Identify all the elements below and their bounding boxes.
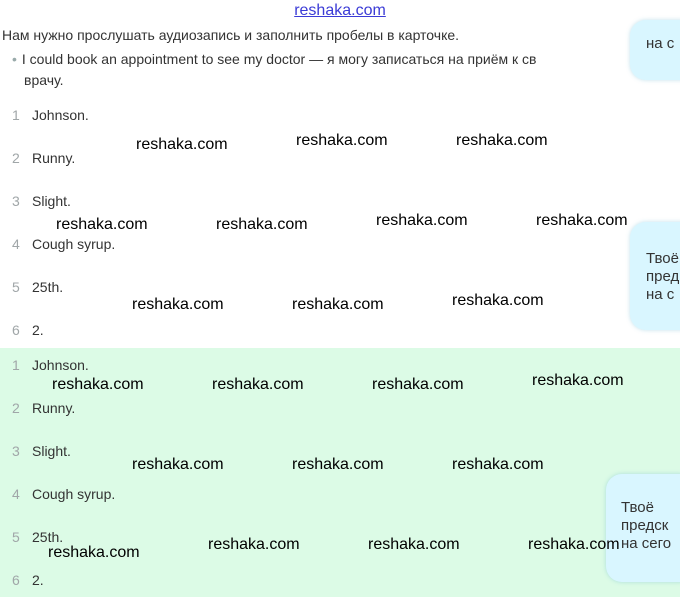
- watermark: reshaka.com: [292, 456, 384, 473]
- watermark: reshaka.com: [52, 376, 144, 393]
- prediction-bubble-bottom[interactable]: [606, 474, 680, 582]
- site-link[interactable]: reshaka.com: [294, 2, 386, 19]
- task-intro: Нам нужно прослушать аудиозапись и заполнить пробелы в карточке.: [2, 27, 460, 43]
- bubble-text: пред: [646, 268, 680, 285]
- prediction-bubble-top[interactable]: [630, 20, 680, 80]
- bubble-text: на сего: [621, 535, 672, 552]
- watermark: reshaka.com: [452, 456, 544, 473]
- list-item: 3 Slight.: [12, 443, 71, 459]
- watermark: reshaka.com: [56, 216, 148, 233]
- watermark: reshaka.com: [452, 292, 544, 309]
- list-item: 5 25th.: [12, 529, 64, 545]
- list-item: 1 Johnson.: [12, 107, 89, 123]
- watermark: reshaka.com: [292, 296, 384, 313]
- bubble-text: Твоё: [646, 250, 679, 267]
- bullet-line-2: врачу.: [24, 72, 64, 88]
- list-item: 1 Johnson.: [12, 357, 89, 373]
- bubble-text: предск: [621, 517, 669, 534]
- list-item: 6 2.: [12, 572, 44, 588]
- watermark: reshaka.com: [216, 216, 308, 233]
- list-item: 4 Cough syrup.: [12, 236, 116, 252]
- bullet-line-1: I could book an appointment to see my doctor — я могу записаться на приём к св: [21, 51, 537, 67]
- watermark: reshaka.com: [212, 376, 304, 393]
- watermark: reshaka.com: [532, 372, 624, 389]
- task-bullet: [12, 49, 652, 91]
- bubble-text: Твоё: [621, 499, 654, 516]
- list-item: 6 2.: [12, 322, 44, 338]
- watermark: reshaka.com: [132, 296, 224, 313]
- list-item: 3 Slight.: [12, 193, 71, 209]
- list-item: 5 25th.: [12, 279, 64, 295]
- watermark: reshaka.com: [132, 456, 224, 473]
- watermark: reshaka.com: [296, 132, 388, 149]
- watermark: reshaka.com: [536, 212, 628, 229]
- watermark: reshaka.com: [456, 132, 548, 149]
- bubble-text: на с: [646, 35, 675, 52]
- prediction-bubble-middle[interactable]: [630, 222, 680, 330]
- list-item: 2 Runny.: [12, 400, 76, 416]
- watermark: reshaka.com: [136, 136, 228, 153]
- watermark: reshaka.com: [372, 376, 464, 393]
- bubble-text: на с: [646, 286, 675, 303]
- bullet-dot-icon: •: [12, 51, 17, 67]
- watermark: reshaka.com: [376, 212, 468, 229]
- list-item: 4 Cough syrup.: [12, 486, 116, 502]
- watermark: reshaka.com: [368, 536, 460, 553]
- list-item: 2 Runny.: [12, 150, 76, 166]
- watermark: reshaka.com: [48, 544, 140, 561]
- watermark: reshaka.com: [208, 536, 300, 553]
- watermark: reshaka.com: [528, 536, 620, 553]
